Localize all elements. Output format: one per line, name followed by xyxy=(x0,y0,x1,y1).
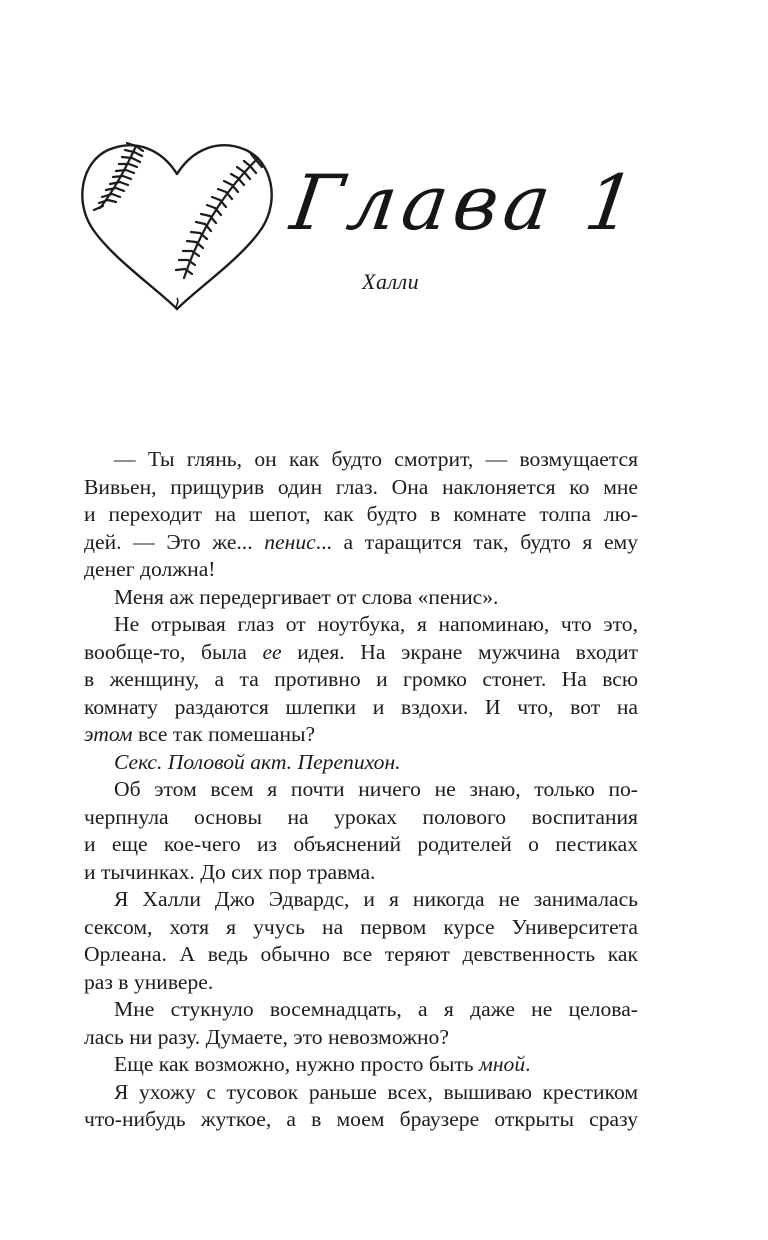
text-line xyxy=(84,1106,638,1134)
text-run: что-нибудь жуткое, а в моем браузере открыты сразу xyxy=(84,1107,638,1131)
paragraph xyxy=(84,584,638,612)
text-run: Я Халли Джо Эдвардс, и я никогда не занималась xyxy=(114,887,638,911)
italic-text: этом xyxy=(84,722,133,746)
text-run: и еще кое-чего из объяснений родителей о пестиках xyxy=(84,832,638,856)
text-run: в женщину, а та противно и громко стонет. На всю xyxy=(84,667,638,691)
paragraph xyxy=(84,611,638,749)
text-run: лась ни разу. Думаете, это невозможно? xyxy=(84,1024,449,1049)
text-line xyxy=(84,474,638,502)
text-run: Я ухожу с тусовок раньше всех, вышиваю крестиком xyxy=(114,1079,638,1104)
text-run: вообще-то, была xyxy=(84,639,263,664)
text-run: Мне стукнуло восемнадцать, а я даже не целова- xyxy=(114,997,638,1021)
text-run: Об этом всем я почти ничего не знаю, только по- xyxy=(114,777,638,801)
text-line xyxy=(84,1079,638,1107)
text-line xyxy=(84,969,638,997)
text-run: комнату раздаются шлепки и вздохи. И что, вот на xyxy=(84,694,638,719)
text-line xyxy=(84,529,638,557)
text-line xyxy=(84,666,638,694)
text-line xyxy=(84,941,638,969)
text-run: Еще как возможно, нужно просто быть xyxy=(114,1052,480,1076)
italic-text: мной xyxy=(479,1052,526,1076)
paragraph xyxy=(84,996,638,1051)
text-line xyxy=(84,886,638,914)
text-line xyxy=(84,446,638,474)
text-line xyxy=(84,749,638,777)
paragraph xyxy=(84,1079,638,1134)
text-run: и переходит на шепот, как будто в комнате толпа лю- xyxy=(84,502,638,526)
text-run: дей. — Это же... xyxy=(84,529,265,554)
text-line xyxy=(84,639,638,667)
italic-text: ее xyxy=(262,639,282,664)
text-line xyxy=(84,584,638,612)
text-run: — Ты глянь, он как будто смотрит, — возмущается xyxy=(114,447,638,471)
baseball-heart-icon xyxy=(78,138,276,318)
text-line xyxy=(84,694,638,722)
text-line xyxy=(84,501,638,529)
paragraph xyxy=(84,1051,638,1079)
chapter-subtitle: Халли xyxy=(362,269,420,294)
chapter-title: Глава 1 xyxy=(285,158,647,247)
text-line xyxy=(84,914,638,942)
text-run: Меня аж передергивает от слова «пенис». xyxy=(114,584,499,609)
text-line xyxy=(84,831,638,859)
text-line xyxy=(84,859,638,887)
chapter-header xyxy=(0,0,768,330)
paragraph xyxy=(84,446,638,584)
text-line xyxy=(84,721,638,749)
text-run: сексом, хотя я учусь на первом курсе Университета xyxy=(84,914,638,939)
chapter-body-text xyxy=(84,446,638,1134)
text-run: Орлеана. А ведь обычно все теряют девственность как xyxy=(84,942,638,966)
text-line xyxy=(84,611,638,639)
text-run: денег должна! xyxy=(84,557,216,581)
paragraph xyxy=(84,886,638,996)
text-line xyxy=(84,776,638,804)
text-run: . xyxy=(525,1052,531,1076)
text-run: раз в универе. xyxy=(84,969,214,994)
paragraph xyxy=(84,776,638,886)
text-run: и тычинках. До сих пор травма. xyxy=(84,859,376,884)
text-run: все так помешаны? xyxy=(132,722,316,746)
text-run: Вивьен, прищурив один глаз. Она наклоняется ко мне xyxy=(84,474,638,499)
text-run: Не отрывая глаз от ноутбука, я напоминаю, что это, xyxy=(114,612,638,636)
text-run: черпнула основы на уроках полового воспитания xyxy=(84,804,638,829)
text-line xyxy=(84,1024,638,1052)
text-line xyxy=(84,804,638,832)
text-line xyxy=(84,556,638,584)
text-run: идея. На экране мужчина входит xyxy=(281,639,638,664)
text-run: ... а таращится так, будто я ему xyxy=(315,529,638,554)
text-line xyxy=(84,1051,638,1079)
text-line xyxy=(84,996,638,1024)
italic-text: пенис xyxy=(264,529,316,554)
italic-text: Секс. Половой акт. Перепихон. xyxy=(114,749,401,774)
paragraph xyxy=(84,749,638,777)
